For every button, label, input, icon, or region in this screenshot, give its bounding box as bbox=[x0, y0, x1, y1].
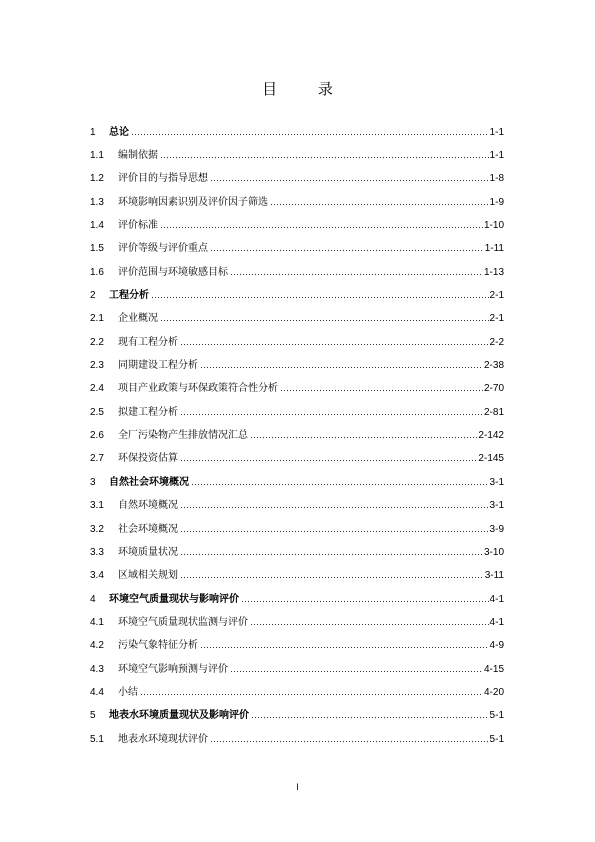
toc-entry-title: 现有工程分析 bbox=[118, 336, 178, 348]
toc-entry-number: 4 bbox=[90, 593, 96, 605]
toc-entry-number: 4.4 bbox=[90, 686, 104, 698]
toc-entry-title: 总论 bbox=[109, 126, 129, 138]
toc-chapter-entry[interactable] bbox=[90, 471, 504, 494]
toc-dot-leader bbox=[180, 572, 484, 580]
toc-entry-page: 2-145 bbox=[478, 453, 504, 465]
table-of-contents bbox=[90, 121, 504, 751]
toc-entry-number: 2.3 bbox=[90, 360, 104, 372]
toc-section-entry[interactable] bbox=[90, 354, 504, 377]
toc-entry-page: 5-1 bbox=[489, 733, 504, 745]
toc-dot-leader bbox=[151, 292, 489, 300]
toc-entry-number: 1.2 bbox=[90, 173, 104, 185]
toc-entry-title: 企业概况 bbox=[118, 313, 158, 325]
toc-entry-title: 污染气象特征分析 bbox=[118, 640, 198, 652]
toc-entry-number: 1.5 bbox=[90, 243, 104, 255]
toc-chapter-entry[interactable] bbox=[90, 121, 504, 144]
toc-section-entry[interactable] bbox=[90, 518, 504, 541]
toc-dot-leader bbox=[230, 269, 483, 277]
toc-entry-page: 1-9 bbox=[489, 196, 504, 208]
toc-entry-number: 2.7 bbox=[90, 453, 104, 465]
toc-entry-page: 2-142 bbox=[478, 430, 504, 442]
toc-entry-title: 评价目的与指导思想 bbox=[118, 173, 208, 185]
toc-section-entry[interactable] bbox=[90, 565, 504, 588]
toc-entry-number: 3.4 bbox=[90, 570, 104, 582]
toc-entry-title: 环境质量状况 bbox=[118, 546, 178, 558]
toc-dot-leader bbox=[191, 479, 489, 487]
toc-entry-page: 1-10 bbox=[483, 220, 504, 232]
toc-entry-title: 小结 bbox=[118, 686, 138, 698]
toc-dot-leader bbox=[250, 619, 489, 627]
toc-section-entry[interactable] bbox=[90, 214, 504, 237]
toc-chapter-entry[interactable] bbox=[90, 284, 504, 307]
toc-dot-leader bbox=[180, 549, 483, 557]
toc-section-entry[interactable] bbox=[90, 658, 504, 681]
toc-dot-leader bbox=[200, 642, 489, 650]
toc-section-entry[interactable] bbox=[90, 168, 504, 191]
toc-dot-leader bbox=[200, 362, 483, 370]
toc-entry-title: 拟建工程分析 bbox=[118, 406, 178, 418]
toc-entry-title: 工程分析 bbox=[109, 290, 149, 302]
toc-entry-page: 2-81 bbox=[483, 406, 504, 418]
toc-section-entry[interactable] bbox=[90, 191, 504, 214]
toc-section-entry[interactable] bbox=[90, 401, 504, 424]
toc-entry-number: 2.6 bbox=[90, 430, 104, 442]
toc-dot-leader bbox=[270, 199, 489, 207]
toc-entry-page: 2-70 bbox=[483, 383, 504, 395]
toc-entry-page: 4-1 bbox=[489, 616, 504, 628]
toc-entry-page: 3-10 bbox=[483, 546, 504, 558]
toc-entry-title: 评价等级与评价重点 bbox=[118, 243, 208, 255]
toc-dot-leader bbox=[230, 666, 483, 674]
toc-dot-leader bbox=[140, 689, 483, 697]
toc-entry-number: 3.3 bbox=[90, 546, 104, 558]
toc-entry-page: 2-1 bbox=[489, 290, 504, 302]
page-title: 目 录 bbox=[262, 80, 351, 98]
toc-section-entry[interactable] bbox=[90, 308, 504, 331]
toc-section-entry[interactable] bbox=[90, 238, 504, 261]
toc-section-entry[interactable] bbox=[90, 611, 504, 634]
toc-entry-number: 2 bbox=[90, 290, 96, 302]
toc-entry-page: 3-9 bbox=[489, 523, 504, 535]
toc-entry-page: 5-1 bbox=[489, 710, 504, 722]
toc-entry-title: 评价范围与环境敏感目标 bbox=[118, 266, 228, 278]
toc-chapter-entry[interactable] bbox=[90, 588, 504, 611]
toc-section-entry[interactable] bbox=[90, 331, 504, 354]
toc-entry-title: 自然环境概况 bbox=[118, 500, 178, 512]
toc-dot-leader bbox=[210, 245, 484, 253]
toc-entry-page: 3-1 bbox=[489, 476, 504, 488]
toc-section-entry[interactable] bbox=[90, 378, 504, 401]
toc-entry-number: 1.4 bbox=[90, 220, 104, 232]
toc-entry-title: 地表水环境现状评价 bbox=[118, 733, 208, 745]
toc-section-entry[interactable] bbox=[90, 261, 504, 284]
toc-entry-title: 地表水环境质量现状及影响评价 bbox=[109, 710, 249, 722]
toc-dot-leader bbox=[210, 175, 489, 183]
toc-dot-leader bbox=[251, 712, 489, 720]
toc-entry-title: 自然社会环境概况 bbox=[109, 476, 189, 488]
toc-entry-page: 1-1 bbox=[489, 150, 504, 162]
toc-dot-leader bbox=[180, 526, 489, 534]
toc-dot-leader bbox=[131, 129, 489, 137]
toc-chapter-entry[interactable] bbox=[90, 705, 504, 728]
toc-entry-page: 1-13 bbox=[483, 266, 504, 278]
toc-section-entry[interactable] bbox=[90, 728, 504, 751]
toc-entry-page: 4-15 bbox=[483, 663, 504, 675]
toc-dot-leader bbox=[180, 455, 477, 463]
toc-entry-title: 区域相关规划 bbox=[118, 570, 178, 582]
toc-entry-number: 2.1 bbox=[90, 313, 104, 325]
toc-dot-leader bbox=[210, 736, 489, 744]
toc-entry-number: 3.2 bbox=[90, 523, 104, 535]
toc-entry-title: 评价标准 bbox=[118, 220, 158, 232]
toc-entry-number: 3.1 bbox=[90, 500, 104, 512]
toc-entry-number: 1.1 bbox=[90, 150, 104, 162]
toc-dot-leader bbox=[160, 222, 483, 230]
toc-entry-number: 2.5 bbox=[90, 406, 104, 418]
toc-entry-number: 1.3 bbox=[90, 196, 104, 208]
toc-entry-page: 4-9 bbox=[489, 640, 504, 652]
toc-entry-title: 项目产业政策与环保政策符合性分析 bbox=[118, 383, 278, 395]
toc-entry-page: 2-38 bbox=[483, 360, 504, 372]
toc-entry-number: 1.6 bbox=[90, 266, 104, 278]
toc-entry-page: 1-8 bbox=[489, 173, 504, 185]
toc-entry-page: 1-1 bbox=[489, 126, 504, 138]
toc-section-entry[interactable] bbox=[90, 495, 504, 518]
toc-dot-leader bbox=[160, 315, 489, 323]
toc-entry-number: 5 bbox=[90, 710, 96, 722]
page-footer-number: I bbox=[296, 782, 299, 792]
toc-entry-number: 2.4 bbox=[90, 383, 104, 395]
toc-section-entry[interactable] bbox=[90, 144, 504, 167]
toc-entry-page: 1-11 bbox=[484, 243, 504, 255]
toc-entry-title: 同期建设工程分析 bbox=[118, 360, 198, 372]
toc-entry-page: 4-1 bbox=[489, 593, 504, 605]
toc-entry-title: 编制依据 bbox=[118, 150, 158, 162]
toc-section-entry[interactable] bbox=[90, 424, 504, 447]
toc-dot-leader bbox=[160, 152, 489, 160]
toc-entry-page: 2-1 bbox=[489, 313, 504, 325]
toc-entry-number: 4.3 bbox=[90, 663, 104, 675]
toc-entry-title: 环境影响因素识别及评价因子筛选 bbox=[118, 196, 268, 208]
toc-entry-title: 全厂污染物产生排放情况汇总 bbox=[118, 430, 248, 442]
toc-section-entry[interactable] bbox=[90, 681, 504, 704]
toc-entry-page: 3-1 bbox=[489, 500, 504, 512]
toc-dot-leader bbox=[280, 385, 483, 393]
toc-entry-number: 2.2 bbox=[90, 336, 104, 348]
toc-dot-leader bbox=[180, 339, 489, 347]
toc-dot-leader bbox=[180, 502, 489, 510]
toc-dot-leader bbox=[241, 596, 489, 604]
toc-entry-number: 4.1 bbox=[90, 616, 104, 628]
toc-section-entry[interactable] bbox=[90, 448, 504, 471]
toc-entry-number: 4.2 bbox=[90, 640, 104, 652]
toc-entry-title: 环保投资估算 bbox=[118, 453, 178, 465]
toc-entry-number: 5.1 bbox=[90, 733, 104, 745]
toc-entry-page: 3-11 bbox=[484, 570, 504, 582]
toc-entry-page: 4-20 bbox=[483, 686, 504, 698]
toc-dot-leader bbox=[250, 432, 477, 440]
toc-section-entry[interactable] bbox=[90, 635, 504, 658]
toc-section-entry[interactable] bbox=[90, 541, 504, 564]
toc-entry-title: 环境空气质量现状与影响评价 bbox=[109, 593, 239, 605]
toc-entry-page: 2-2 bbox=[489, 336, 504, 348]
toc-entry-title: 环境空气质量现状监测与评价 bbox=[118, 616, 248, 628]
toc-entry-title: 社会环境概况 bbox=[118, 523, 178, 535]
toc-dot-leader bbox=[180, 409, 483, 417]
toc-entry-number: 3 bbox=[90, 476, 96, 488]
toc-entry-title: 环境空气影响预测与评价 bbox=[118, 663, 228, 675]
toc-entry-number: 1 bbox=[90, 126, 96, 138]
